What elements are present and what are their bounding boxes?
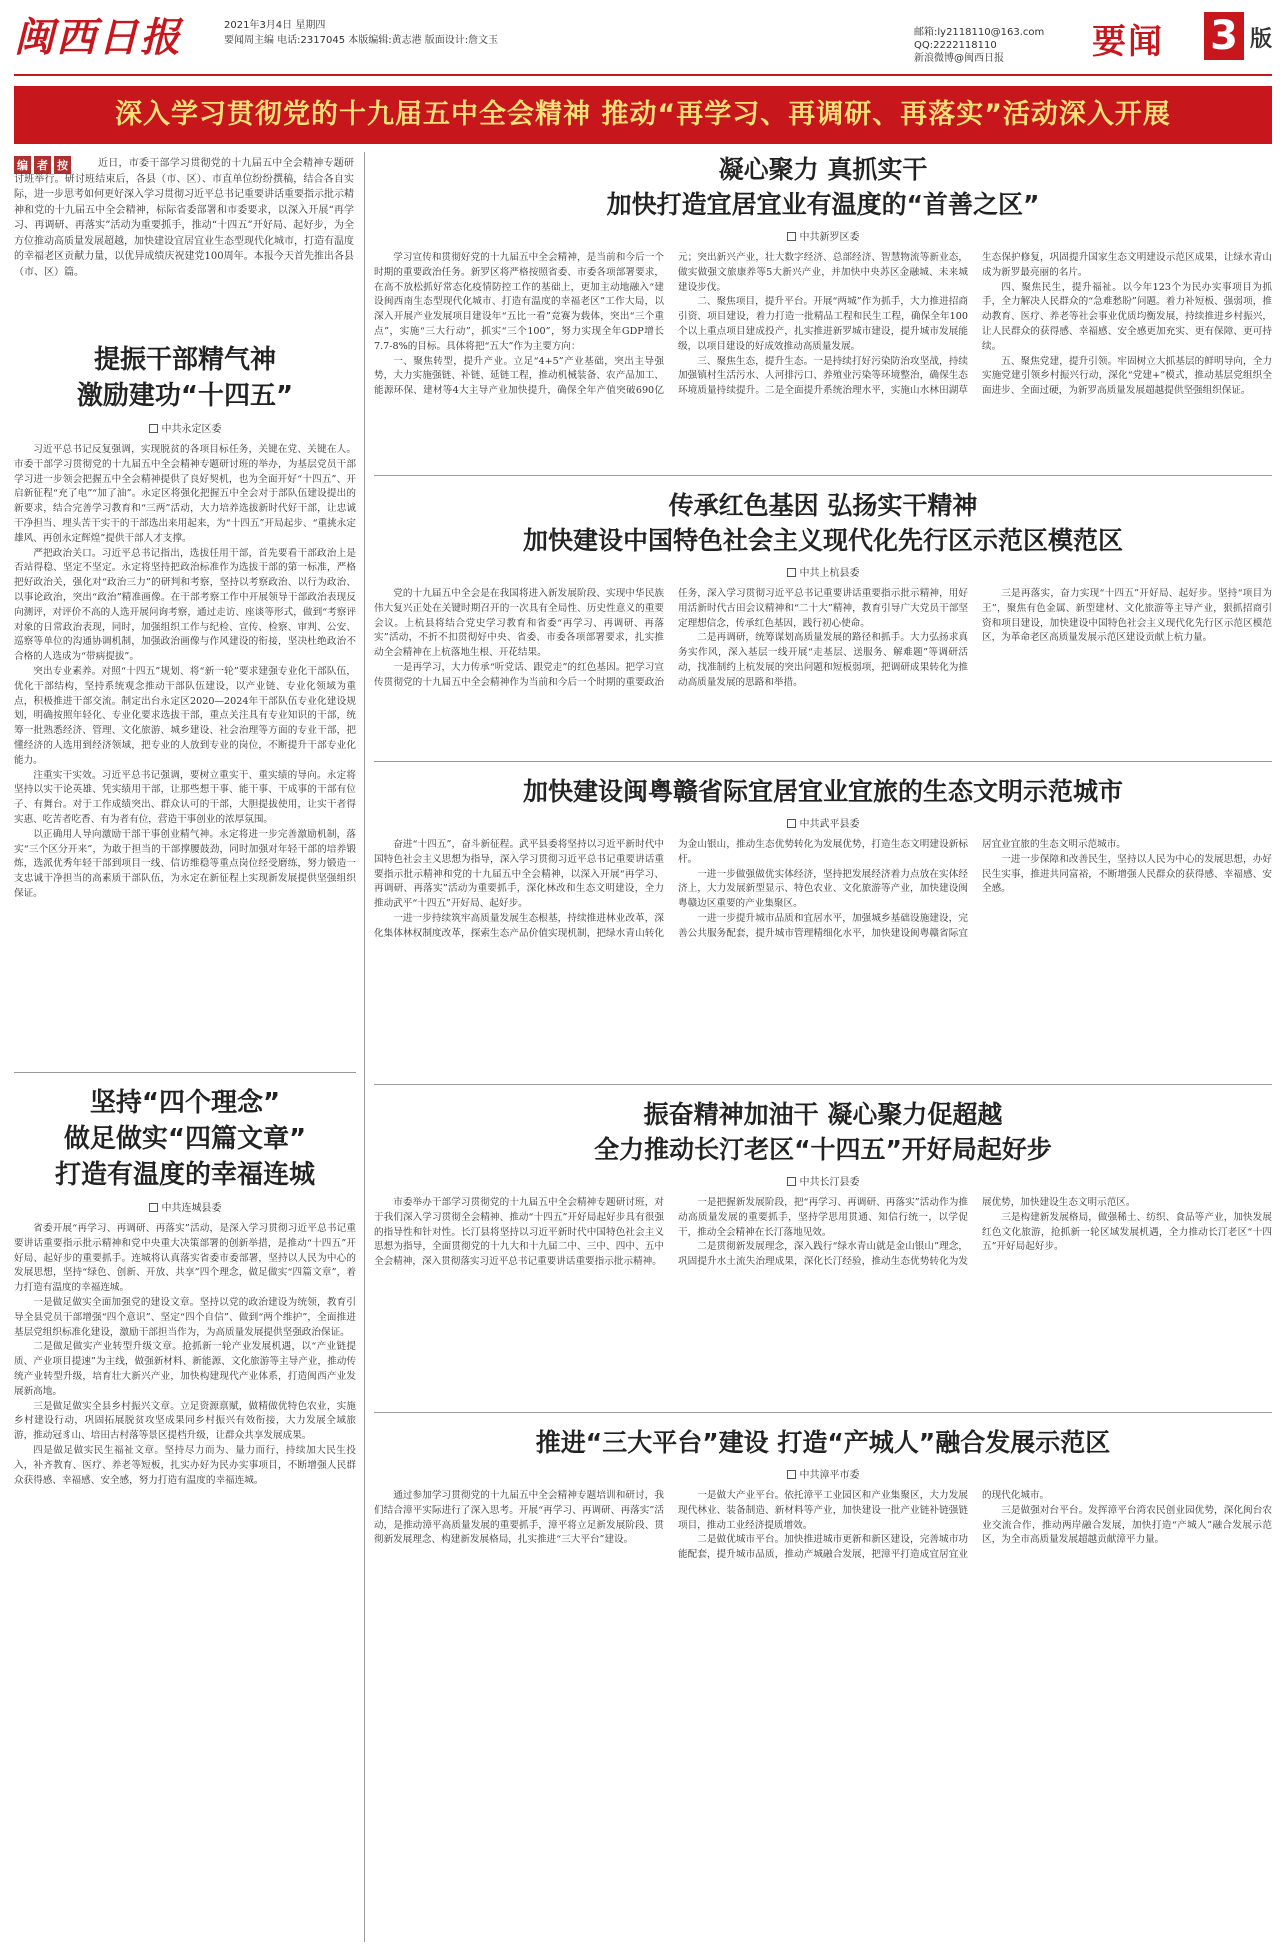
paragraph: 省委开展“再学习、再调研、再落实”活动，是深入学习贯彻习近平总书记重要讲话重要指示批示精神和党中央重大决策部署的创新举措，是推动“十四五”开好局、起好步的重要抓手。连城将认真落实省委市委部署，坚持以人民为中心的发展思想，坚持“绿色、创新、开放、共享”四个理念，做足做实“四篇文章”，着力打造有温度的幸福连城。 [14, 1223, 356, 1294]
email-text: 邮箱:ly2118110@163.com [914, 27, 1045, 38]
paragraph: 二是再调研，统筹谋划高质量发展的路径和抓手。大力弘扬求真务实作风，深入基层一线开展“走基层、送服务、解难题”等调研活动，找准制约上杭发展的突出问题和短板弱项，把调研成果转化为推动高质量发展的思路和举措。 [678, 632, 968, 688]
article-title [374, 488, 1272, 558]
paragraph: 一是把握新发展阶段，把“再学习、再调研、再落实”活动作为推动高质量发展的重要抓手，坚持学思用贯通、知信行统一，以学促干，推动全会精神在长汀落地见效。 [678, 1197, 968, 1238]
article-title [374, 152, 1272, 222]
paragraph: 学习宣传和贯彻好党的十九届五中全会精神，是当前和今后一个时期的重要政治任务。新罗区将严格按照省委、市委各项部署要求，在高不放松抓好常态化疫情防控工作的基础上，更加主动地融入“建设闽西南生态型现代化城市、打造有温度的幸福老区”工作大局，以深入开展产业发展项目建设年“五比一看”竞赛为载体，突出“三个重点”，实施“三大行动”，抓实“三个100”，努力实现全年GDP增长7.7-8%的目标。具体将把“五大”作为主要方向： [374, 252, 664, 352]
paragraph: 一进一步提升城市品质和宜居水平，加强城乡基础设施建设，完善公共服务配套，提升城市管理精细化水平，加快建设闽粤赣省际宜居宜业宜旅的生态文明示范城市。 [678, 839, 1126, 939]
title-line: 振奋精神加油干 凝心聚力促超越 [643, 1100, 1003, 1129]
paragraph: 奋进“十四五”，奋斗新征程。武平县委将坚持以习近平新时代中国特色社会主义思想为指导，深入学习贯彻习近平总书记重要讲话重要指示批示精神和党的十九届五中全会精神，以深入开展“再学习、再调研、再落实”活动为重要抓手，深化林改和生态文明建设，全力推动武平“十四五”开好局、起好步。 [374, 839, 664, 910]
article-author [14, 420, 356, 435]
weibo-text: 新浪微博@闽西日报 [914, 53, 1004, 64]
paragraph: 市委举办干部学习贯彻党的十九届五中全会精神专题研讨班，对于我们深入学习贯彻全会精神、推动“十四五”开好局起好步具有很强的指导性和针对性。长汀县将坚持以习近平新时代中国特色社会主义思想为指导，全面贯彻党的十九大和十九届二中、三中、四中、五中全会精神，深入贯彻落实习近平总书记重要讲话重要指示批示精神。 [374, 1197, 664, 1268]
title-line: 凝心聚力 真抓实干 [718, 155, 928, 184]
article-body [374, 587, 1272, 751]
masthead [14, 8, 1272, 96]
article-body [374, 1196, 1272, 1402]
paragraph: 三、聚焦生态，提升生态。一是持续打好污染防治攻坚战，持续加强镇村生活污水、人河排污口、养殖业污染等环境整治，确保生态环境质量持续提升。二是全面提升系统治理水平，实施山水林田湖草生态保护修复，巩固提升国家生态文明建设示范区成果，让绿水青山成为新罗最亮丽的名片。 [678, 252, 1272, 397]
column-divider [364, 152, 365, 1942]
article-body [14, 443, 356, 1043]
author-name: 中共长汀县委 [799, 1177, 860, 1188]
paragraph: 一是再学习，大力传承“听党话、跟党走”的红色基因。把学习宣传贯彻党的十九届五中全会精神作为当前和今后一个时期的重要政治任务，深入学习贯彻习近平总书记重要讲话重要指示批示精神，用好用活新时代古田会议精神和“二十大”精神，教育引导广大党员干部坚定理想信念，传承红色基因，践行初心使命。 [374, 588, 968, 688]
paragraph: 以正确用人导向激励干部干事创业精气神。永定将进一步完善激励机制，落实“三个区分开来”，为敢于担当的干部撑腰鼓劲，同时加强对年轻干部的培养锻炼，选派优秀年轻干部到项目一线、信访维稳等重点岗位经受磨练，努力锻造一支忠诚干净担当的高素质干部队伍，为永定在新征程上实现新发展提供坚强组织保证。 [14, 828, 356, 899]
article-author [374, 815, 1272, 830]
paragraph: 突出专业素养。对照“十四五”规划、将“新一轮”要求建强专业化干部队伍，优化干部结构，坚持系统观念推动干部队伍建设，以产业链、专业化领域为重点，积极推进干部交流。制定出台永定区2020—2024年干部队伍专业化建设规划，明确按照年轻化、专业化要求选拔干部，重点关注具有专业知识的干部，统筹一批熟悉经济、管理、文化旅游、城乡建设、社会治理等方面的专业干部，把懂经济的人选用到经济领域，把专业的人放到专业的岗位，不断提升干部专业化能力。 [14, 665, 356, 766]
title-line: 做足做实“四篇文章” [63, 1124, 307, 1154]
paragraph: 三是做强对台平台。发挥漳平台湾农民创业园优势，深化闽台农业交流合作，推动两岸融合发展，加快打造“产城人”融合发展示范区，为全市高质量发展超越贡献漳平力量。 [982, 1504, 1272, 1546]
paragraph: 三是做足做实全县乡村振兴文章。立足资源禀赋，做精做优特色农业，实施乡村建设行动，巩固拓展脱贫攻坚成果同乡村振兴有效衔接，大力发展全域旅游，推动冠豸山、培田古村落等景区提档升级，让群众共享发展成果。 [14, 1400, 356, 1442]
author-name: 中共漳平市委 [799, 1470, 860, 1481]
editor-note-tag-char: 按 [54, 156, 71, 174]
paragraph: 一是做大产业平台。依托漳平工业园区和产业集聚区，大力发展现代林业、装备制造、新材料等产业，加快建设一批产业链补链强链项目，推动工业经济提质增效。 [678, 1490, 968, 1531]
article-title [374, 774, 1272, 809]
title-line: 加快建设中国特色社会主义现代化先行区示范区模范区 [522, 526, 1123, 555]
article-body [374, 1489, 1272, 1669]
right-column [374, 152, 1272, 1942]
article-yongding [14, 342, 356, 1062]
paragraph: 一是做足做实全面加强党的建设文章。坚持以党的政治建设为统领，教育引导全县党员干部增强“四个意识”、坚定“四个自信”、做到“两个维护”，全面推进基层党组织标准化建设，激励干部担当作为，为高质量发展提供坚强政治保证。 [14, 1296, 356, 1338]
paragraph: 党的十九届五中全会是在我国将进入新发展阶段、实现中华民族伟大复兴正处在关键时期召开的一次具有全局性、历史性意义的重要会议。上杭县将结合党史学习教育和省委“再学习、再调研、再落实”活动，不折不扣贯彻好中央、省委、市委各项部署要求，扎实推动全会精神在上杭落地生根、开花结果。 [374, 588, 664, 659]
title-line: 加快建设闽粤赣省际宜居宜业宜旅的生态文明示范城市 [522, 777, 1123, 806]
title-line: 打造有温度的幸福连城 [54, 1160, 315, 1190]
article-wuping [374, 774, 1272, 1074]
article-liancheng [14, 1085, 356, 1935]
title-line: 坚持“四个理念” [89, 1088, 281, 1118]
paragraph: 一进一步持续筑牢高质量发展生态根基，持续推进林业改革，深化集体林权制度改革，探索生态产品价值实现机制，把绿水青山转化为金山银山，推动生态优势转化为发展优势，打造生态文明建设新标杆。 [374, 839, 968, 939]
title-line: 全力推动长汀老区“十四五”开好局起好步 [594, 1135, 1052, 1164]
paragraph: 通过参加学习贯彻党的十九届五中全会精神专题培训和研讨，我们结合漳平实际进行了深入思考。开展“再学习、再调研、再落实”活动，是推动漳平高质量发展的重要抓手，漳平将立足新发展阶段、贯彻新发展理念、构建新发展格局，扎实推进“三大平台”建设。 [374, 1490, 664, 1546]
article-author [374, 1173, 1272, 1188]
editor-note-text: 近日，市委干部学习贯彻党的十九届五中全会精神专题研讨班举行。研讨班结束后，各县（市、区）、市直单位纷纷撰稿，结合各自实际，进一步思考如何更好深入学习贯彻习近平总书记重要讲话重要指示批示精神和党的十九届五中全会精神，标际省委部署和市委要求，以深入开展“再学习、再调研、再落实”活动为重要抓手，推动“十四五”开好局、起好步，为全方位推动高质量发展超越，加快建设宜居宜业生态型现代化城市，打造有温度的幸福老区贡献力量，以优异成绩庆祝建党100周年。本报今天首先推出各县（市、区）篇。 [14, 158, 354, 278]
section-divider [14, 1072, 356, 1073]
editor-note-tag-char: 者 [34, 156, 51, 174]
article-author [14, 1199, 356, 1214]
paragraph: 一进一步做强做优实体经济，坚持把发展经济着力点放在实体经济上，大力发展新型显示、特色农业、文化旅游等产业，加快建设闽粤赣边区重要的产业集聚区。 [678, 868, 968, 910]
author-name: 中共武平县委 [799, 819, 860, 830]
paragraph: 四是做足做实民生福祉文章。坚持尽力而为、量力而行，持续加大民生投入，补齐教育、医疗、养老等短板，扎实办好为民办实事项目，不断增强人民群众获得感、幸福感、安全感，努力打造有温度的幸福连城。 [14, 1444, 356, 1486]
article-title [374, 1097, 1272, 1167]
article-body [374, 838, 1272, 1074]
paragraph: 二是做足做实产业转型升级文章。抢抓新一轮产业发展机遇，以“产业链提质、产业项目提速”为主线，做强新材料、新能源、文化旅游等主导产业，推动传统产业转型升级，培育壮大新兴产业，加快构建现代产业体系，打造闽西产业发展新高地。 [14, 1341, 356, 1397]
article-zhangping [374, 1425, 1272, 1669]
author-name: 中共连城县委 [161, 1203, 222, 1214]
page-unit: 版 [1250, 27, 1273, 52]
section-divider [374, 1084, 1272, 1085]
section-name: 要闻 [1092, 22, 1164, 62]
paragraph: 一进一步保障和改善民生，坚持以人民为中心的发展思想，办好民生实事，推进共同富裕，不断增强人民群众的获得感、幸福感、安全感。 [982, 853, 1272, 895]
author-mark-icon [787, 568, 796, 577]
left-column [14, 152, 356, 1942]
author-mark-icon [787, 1470, 796, 1479]
article-body [14, 1222, 356, 1922]
article-xinluo [374, 152, 1272, 465]
article-author [374, 564, 1272, 579]
article-title [14, 342, 356, 414]
author-name: 中共上杭县委 [799, 568, 860, 579]
section-divider [374, 761, 1272, 762]
paragraph: 严把政治关口。习近平总书记指出，选拔任用干部，首先要看干部政治上是否站得稳、坚定不坚定。永定将坚持把政治标准作为选拔干部的第一标准，严格把好政治关，强化对“政治三力”的研判和考察，坚持以考察政治、以行为政治、以事论政治，突出“政治”精准画像。在干部考察工作中开展领导干部政治表现反向测评，对评价不高的人选开展问询考察，通过走访、座谈等形式，做到“考察评对象的日常政治表现，同时，加强组织工作与纪检、宣传、检察、审判、公安、巡察等单位的沟通协调机制，加强政治画像与作风建设的衔接，坚决杜绝政治不合格的人选成为“带病提拔”。 [14, 547, 356, 663]
author-name: 中共新罗区委 [799, 232, 860, 243]
section-divider [374, 1412, 1272, 1413]
title-line: 提振干部精气神 [93, 345, 276, 375]
author-mark-icon [149, 424, 158, 433]
qq-text: QQ:2222118110 [914, 40, 997, 51]
author-mark-icon [787, 1177, 796, 1186]
page-number: 3 [1204, 12, 1244, 60]
title-line: 传承红色基因 弘扬实干精神 [668, 491, 978, 520]
article-author [374, 1466, 1272, 1481]
editor-line: 要闻周主编 电话:2317045 本版编辑:黄志港 版面设计:詹文玉 [224, 35, 499, 46]
author-mark-icon [787, 819, 796, 828]
article-author [374, 228, 1272, 243]
editor-note-tag-char: 编 [14, 156, 31, 174]
date-line: 2021年3月4日 星期四 [224, 20, 326, 31]
editor-note [14, 152, 356, 342]
paragraph: 三是构建新发展格局，做强稀土、纺织、食品等产业，加快发展红色文化旅游，抢抓新一轮区域发展机遇，全力推动长汀老区“十四五”开好局起好步。 [982, 1211, 1272, 1253]
paragraph: 四、聚焦民生，提升福祉。以今年123个为民办实事项目为抓手，全力解决人民群众的“急难愁盼”问题。着力补短板、强弱项，推动教育、医疗、养老等社会事业优质均衡发展，持续推进乡村振兴，让人民群众的获得感、幸福感、安全感更加充实、更有保障、更可持续。 [982, 281, 1272, 352]
section-divider [374, 475, 1272, 476]
banner-headline: 深入学习贯彻党的十九届五中全会精神 推动“再学习、再调研、再落实”活动深入开展 [14, 86, 1272, 144]
article-shanghang [374, 488, 1272, 751]
title-line: 加快打造宜居宜业有温度的“首善之区” [606, 190, 1040, 219]
paragraph: 三是再落实，奋力实现“十四五”开好局、起好步。坚持“项目为王”，聚焦有色金属、新型建材、文化旅游等主导产业，狠抓招商引资和项目建设，加快建设中国特色社会主义现代化先行区示范区模范区，为革命老区高质量发展示范区建设贡献上杭力量。 [982, 588, 1272, 644]
article-title [14, 1085, 356, 1193]
paragraph: 二是贯彻新发展理念，深入践行“绿水青山就是金山银山”理念，巩固提升水土流失治理成果，深化长汀经验，推动生态优势转化为发展优势，加快建设生态文明示范区。 [678, 1197, 1136, 1268]
article-changting [374, 1097, 1272, 1402]
paragraph: 二、聚焦项目，提升平台。开展“两城”作为抓手，大力推进招商引资、项目建设，着力打造一批精品工程和民生工程，确保全年100个以上重点项目建成投产，扎实推进新罗城市建设，提升城市发展能级，以项目建设的好成效推动高质量发展。 [678, 296, 968, 352]
author-mark-icon [787, 232, 796, 241]
author-mark-icon [149, 1203, 158, 1212]
masthead-rule [14, 74, 1272, 76]
article-body [374, 251, 1272, 465]
paragraph: 一、聚焦转型，提升产业。立足“4+5”产业基础，突出主导强势，大力实施强链、补链、延链工程，推动机械装备、农产品加工、能源环保、建材等4大主导产业加快提升，确保全年产值突破690亿元；突出新兴产业，壮大数字经济、总部经济、智慧物流等新业态，做实做强文旅康养等5大新兴产业，并加快中央苏区金融城、未来城建设步伐。 [374, 252, 968, 397]
title-line: 推进“三大平台”建设 打造“产城人”融合发展示范区 [535, 1428, 1111, 1457]
paragraph: 注重实干实效。习近平总书记强调，要树立重实干、重实绩的导向。永定将坚持以实干论英雄、凭实绩用干部，让那些想干事、能干事、干成事的干部有位子、有舞台。对于工作成绩突出、群众认可的干部，大胆提拔使用，让实干者得实惠、吃苦者吃香、有为者有位，营造干事创业的浓厚氛围。 [14, 769, 356, 825]
title-line: 激励建功“十四五” [76, 381, 294, 411]
article-title [374, 1425, 1272, 1460]
author-name: 中共永定区委 [161, 424, 222, 435]
paragraph: 习近平总书记反复强调，实现脱贫的各项目标任务，关键在党、关键在人。市委干部学习贯彻党的十九届五中全会精神专题研讨班的举办，为基层党员干部学习进一步领会把握五中全会精神提供了良好契机，也为全面开好“十四五”、开启新征程“充了电”“加了油”。永定区将强化把握五中全会对于部队伍建设提出的新要求，结合完善学习教育和“三两”活动，大力培养选拔新时代好干部，让忠诚干净担当、埋头苦干实干的干部选出来用起来，为“十四五”开局起步、“重挑永定雄风、再创永定辉煌”提供干部人才支撑。 [14, 444, 356, 544]
contact-info [914, 26, 1044, 65]
issue-info [224, 18, 498, 48]
paragraph: 五、聚焦党建，提升引领。牢固树立大抓基层的鲜明导向，全力实施党建引领乡村振兴行动，深化“党建+”模式，推动基层党组织全面进步、全面过硬，为新罗高质量发展超越提供坚强组织保证。 [982, 355, 1272, 397]
paragraph: 二是做优城市平台。加快推进城市更新和新区建设，完善城市功能配套，提升城市品质，推动产城融合发展，把漳平打造成宜居宜业的现代化城市。 [678, 1490, 1050, 1561]
newspaper-logo: 闽西日报 [14, 14, 182, 61]
